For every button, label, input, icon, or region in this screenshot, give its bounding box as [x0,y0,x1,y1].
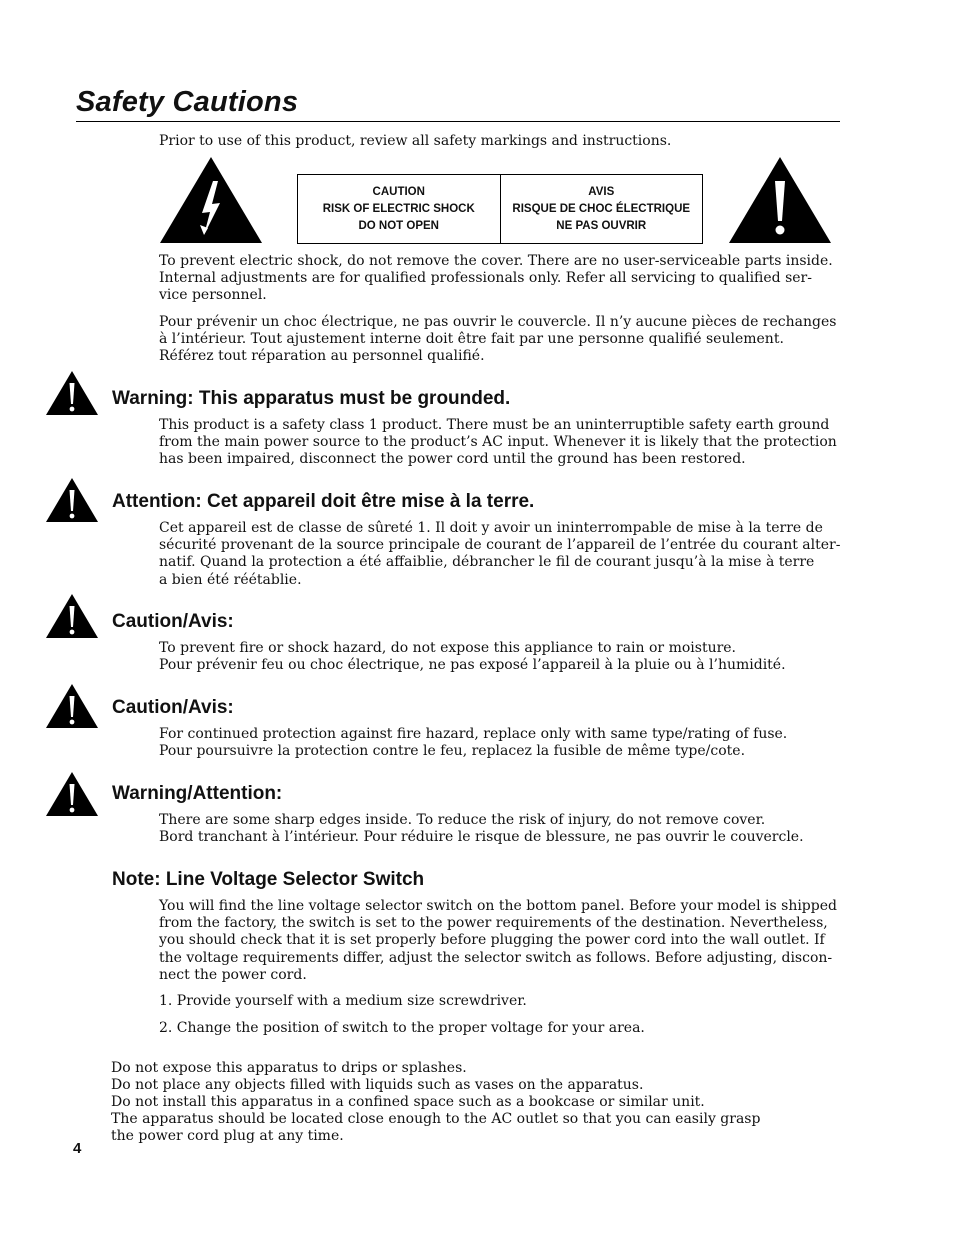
voltage-step-1: 1. Provide yourself with a medium size screwdriver. [159,993,527,1009]
caution-label-line: RISK OF ELECTRIC SHOCK [322,202,475,215]
section-body: Cet appareil est de classe de sûreté 1. Il doit y avoir un ininterrompable de mise à la terre de sécurité provenant de la source principale de courant de l’appareil de l’entrée du courant alter- natif. Quand la protection a été affaiblie, débrancher le fil de courant jusqu’à la mise à terre a bien été réétablie. [159,520,841,588]
voltage-body: You will find the line voltage selector switch on the bottom panel. Before your model is shipped from the factory, the switch is set to the power requirements of the destination. Nevertheless, you should check that it is set properly before plugging the power cord into the wall outlet. If the voltage requirements differ, adjust the selector switch as follows. Before adjusting, discon- nect the power cord. [159,898,837,983]
section-body: For continued protection against fire hazard, replace only with same type/rating of fuse. Pour poursuivre la protection contre le feu, replacez la fusible de même type/cote. [159,726,788,760]
warning-triangle-icon [45,477,99,523]
warning-triangle-icon [45,771,99,817]
caution-label-line: DO NOT OPEN [358,219,439,232]
electric-shock-icon [158,155,264,245]
section-heading: Caution/Avis: [112,611,234,632]
title-rule [76,121,840,122]
page-number: 4 [73,1140,82,1157]
section-body: This product is a safety class 1 product. There must be an uninterruptible safety earth ground from the main power source to the product’s AC input. Whenever it is likely that the protection has been impaired, disconnect the power cord until the ground has been restored. [159,417,837,468]
shock-warning-en: To prevent electric shock, do not remove the cover. There are no user-serviceable parts inside. Internal adjustments are for qualified professionals only. Refer all servicing to qualified ser- vice personnel. [159,253,833,304]
section-body: There are some sharp edges inside. To reduce the risk of injury, do not remove cover. Bord tranchant à l’intérieur. Pour réduire le risque de blessure, ne pas ouvrir le couvercle. [159,812,804,846]
section-heading: Attention: Cet appareil doit être mise à la terre. [112,491,535,512]
exclamation-warning-icon [727,155,833,245]
footer-note: Do not install this apparatus in a confined space such as a bookcase or similar unit. [111,1094,705,1110]
footer-note: the power cord plug at any time. [111,1128,344,1144]
caution-label-english [298,175,500,243]
shock-warning-fr: Pour prévenir un choc électrique, ne pas ouvrir le couvercle. Il n’y aucune pièces de rechanges à l’intérieur. Tout ajustement interne doit être fait par une personne qualifié seulement. Référez tout réparation au personnel qualifié. [159,314,837,365]
section-heading: Caution/Avis: [112,697,234,718]
page-title: Safety Cautions [76,86,299,118]
caution-label-line: NE PAS OUVRIR [556,219,647,232]
section-heading: Warning: This apparatus must be grounded. [112,388,511,409]
footer-note: Do not place any objects filled with liquids such as vases on the apparatus. [111,1077,644,1093]
footer-note: The apparatus should be located close enough to the AC outlet so that you can easily grasp [111,1111,761,1127]
section-heading: Warning/Attention: [112,783,283,804]
warning-triangle-icon [45,683,99,729]
caution-label-line: CAUTION [372,185,425,198]
warning-triangle-icon [45,593,99,639]
intro-text: Prior to use of this product, review all safety markings and instructions. [159,133,672,149]
section-body: To prevent fire or shock hazard, do not expose this appliance to rain or moisture. Pour prévenir feu ou choc électrique, ne pas exposé l’appareil à la pluie ou à l’humidité. [159,640,786,674]
warning-triangle-icon [45,370,99,416]
caution-label-line: RISQUE DE CHOC ÉLECTRIQUE [512,202,691,215]
voltage-heading: Note: Line Voltage Selector Switch [112,869,425,890]
caution-label-french [500,175,703,243]
caution-label [297,174,703,244]
voltage-step-2: 2. Change the position of switch to the proper voltage for your area. [159,1020,645,1036]
footer-note: Do not expose this apparatus to drips or splashes. [111,1060,467,1076]
caution-label-line: AVIS [588,185,615,198]
